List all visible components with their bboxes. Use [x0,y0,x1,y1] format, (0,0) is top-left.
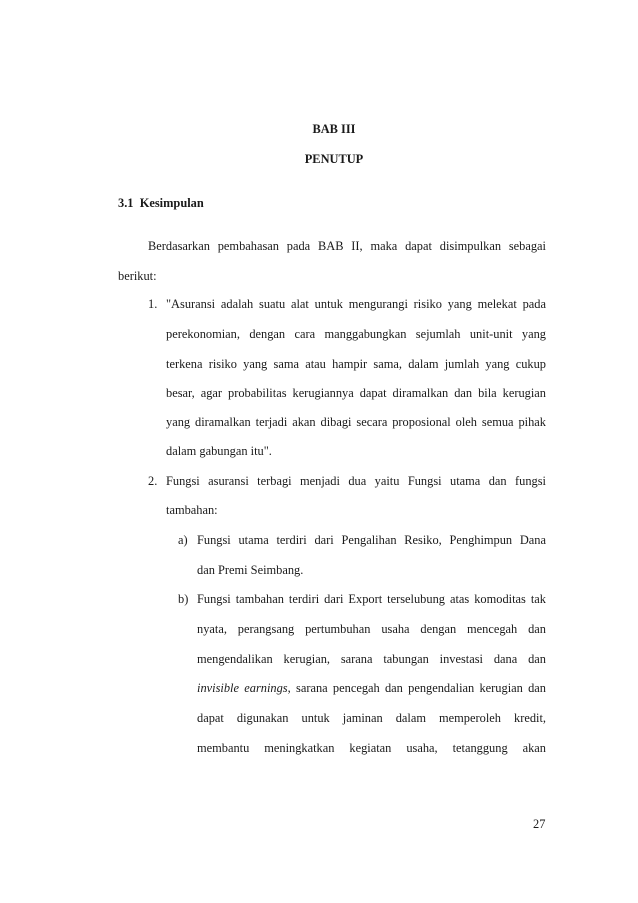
sub-a-line-2: dan Premi Seimbang. [197,563,304,577]
item1-line-2: perekonomian, dengan cara manggabungkan sejumlah unit-unit yang [166,327,546,341]
sub-label-a: a) [178,533,188,547]
sub-b-line-5: dapat digunakan untuk jaminan dalam memperoleh kredit, [197,711,546,725]
section-title: Kesimpulan [139,196,204,210]
item1-line-6: dalam gabungan itu". [166,444,272,458]
item1-line-1: "Asuransi adalah suatu alat untuk mengurangi risiko yang melekat pada [166,297,546,311]
item2-line-1: Fungsi asuransi terbagi menjadi dua yaitu Fungsi utama dan fungsi [166,474,546,488]
sub-a-line-1: Fungsi utama terdiri dari Pengalihan Resiko, Penghimpun Dana [197,533,546,547]
sub-b-line-1: Fungsi tambahan terdiri dari Export terselubung atas komoditas tak [197,592,546,606]
item1-line-4: besar, agar probabilitas kerugiannya dapat diramalkan dan bila kerugian [166,386,546,400]
list-number-1: 1. [148,297,158,311]
section-number: 3.1 [118,196,134,210]
italic-term: invisible earnings [197,681,288,695]
page-number: 27 [533,817,546,831]
item1-line-3: terkena risiko yang sama atau hampir sama, dalam jumlah yang cukup [166,357,546,371]
intro-line-2: berikut: [118,269,157,283]
chapter-title: PENUTUP [304,152,364,166]
chapter-label: BAB III [312,122,356,136]
sub-b-line-3: mengendalikan kerugian, sarana tabungan investasi dana dan [197,652,546,666]
item1-line-5: yang diramalkan terjadi akan dibagi secara proposional oleh semua pihak [166,415,546,429]
sub-b-line-4 [197,680,546,696]
sub-label-b: b) [178,592,189,606]
intro-line-1: Berdasarkan pembahasan pada BAB II, maka dapat disimpulkan sebagai [148,239,546,253]
sub-b-line-4-rest: , sarana pencegah dan pengendalian kerugian dan [287,681,546,695]
section-heading [118,195,204,211]
item2-line-2: tambahan: [166,503,218,517]
list-number-2: 2. [148,474,158,488]
sub-b-line-2: nyata, perangsang pertumbuhan usaha dengan mencegah dan [197,622,546,636]
sub-b-line-6: membantu meningkatkan kegiatan usaha, tetanggung akan [197,741,546,755]
